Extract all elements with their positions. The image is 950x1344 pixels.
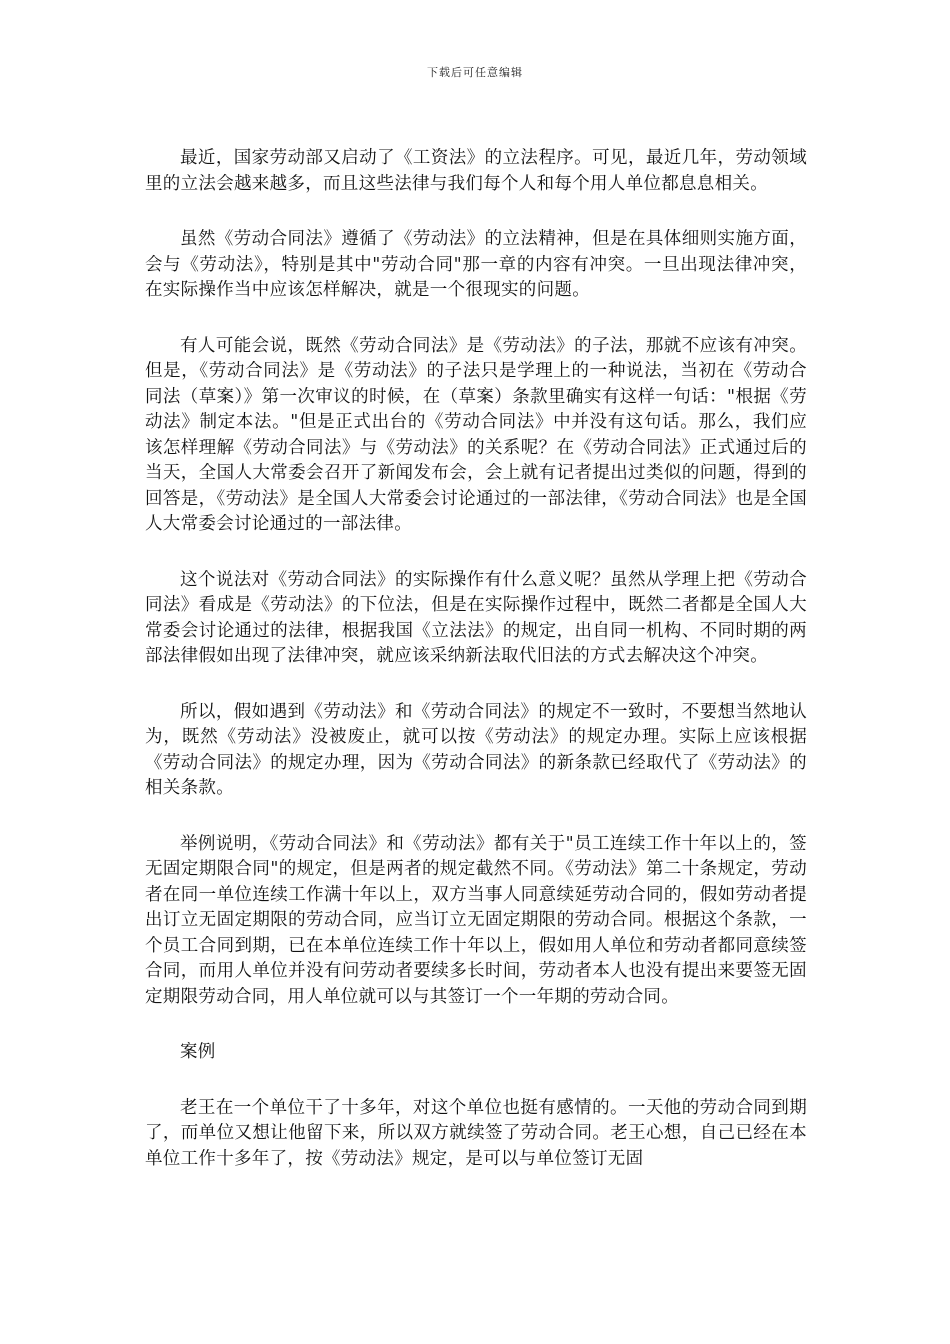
paragraph-3: 有人可能会说，既然《劳动合同法》是《劳动法》的子法，那就不应该有冲突。但是，《劳动合同法》是《劳动法》的子法只是学理上的一种说法，当初在《劳动合同法（草案）》第一次审议的时候，在（草案）条款里确实有这样一句话："根据《劳动法》制定本法。"但是正式出台的《劳动合同法》中并没有这句话。那么，我们应该怎样理解《劳动合同法》与《劳动法》的关系呢？在《劳动合同法》正式通过后的当天，全国人大常委会召开了新闻发布会，会上就有记者提出过类似的问题，得到的回答是，《劳动法》是全国人大常委会讨论通过的一部法律，《劳动合同法》也是全国人大常委会讨论通过的一部法律。 [145,335,807,534]
paragraph-2: 虽然《劳动合同法》遵循了《劳动法》的立法精神，但是在具体细则实施方面，会与《劳动法》，特别是其中"劳动合同"那一章的内容有冲突。一旦出现法律冲突，在实际操作当中应该怎样解决，就是一个很现实的问题。 [145,229,807,300]
document-body [145,146,807,1202]
paragraph-8: 老王在一个单位干了十多年，对这个单位也挺有感情的。一天他的劳动合同到期了，而单位又想让他留下来，所以双方就续签了劳动合同。老王心想，自己已经在本单位工作十多年了，按《劳动法》规定，是可以与单位签订无固 [145,1097,807,1169]
paragraph-6: 举例说明，《劳动合同法》和《劳动法》都有关于"员工连续工作十年以上的，签无固定期限合同"的规定，但是两者的规定截然不同。《劳动法》第二十条规定，劳动者在同一单位连续工作满十年以上，双方当事人同意续延劳动合同的，假如劳动者提出订立无固定期限的劳动合同，应当订立无固定期限的劳动合同。根据这个条款，一个员工合同到期，已在本单位连续工作十年以上，假如用人单位和劳动者都同意续签合同，而用人单位并没有问劳动者要续多长时间，劳动者本人也没有提出来要签无固定期限劳动合同，用人单位就可以与其签订一个一年期的劳动合同。 [145,833,807,1007]
section-heading-case: 案例 [180,1042,216,1062]
paragraph-5: 所以，假如遇到《劳动法》和《劳动合同法》的规定不一致时，不要想当然地认为，既然《劳动法》没被废止，就可以按《劳动法》的规定办理。实际上应该根据《劳动合同法》的规定办理，因为《劳动合同法》的新条款已经取代了《劳动法》的相关条款。 [145,701,807,798]
paragraph-4: 这个说法对《劳动合同法》的实际操作有什么意义呢？虽然从学理上把《劳动合同法》看成是《劳动法》的下位法，但是在实际操作过程中，既然二者都是全国人大常委会讨论通过的法律，根据我国《立法法》的规定，出自同一机构、不同时期的两部法律假如出现了法律冲突，就应该采纳新法取代旧法的方式去解决这个冲突。 [145,569,807,666]
page-header-note: 下载后可任意编辑 [427,66,523,79]
paragraph-1: 最近，国家劳动部又启动了《工资法》的立法程序。可见，最近几年，劳动领域里的立法会越来越多，而且这些法律与我们每个人和每个用人单位都息息相关。 [145,148,807,194]
